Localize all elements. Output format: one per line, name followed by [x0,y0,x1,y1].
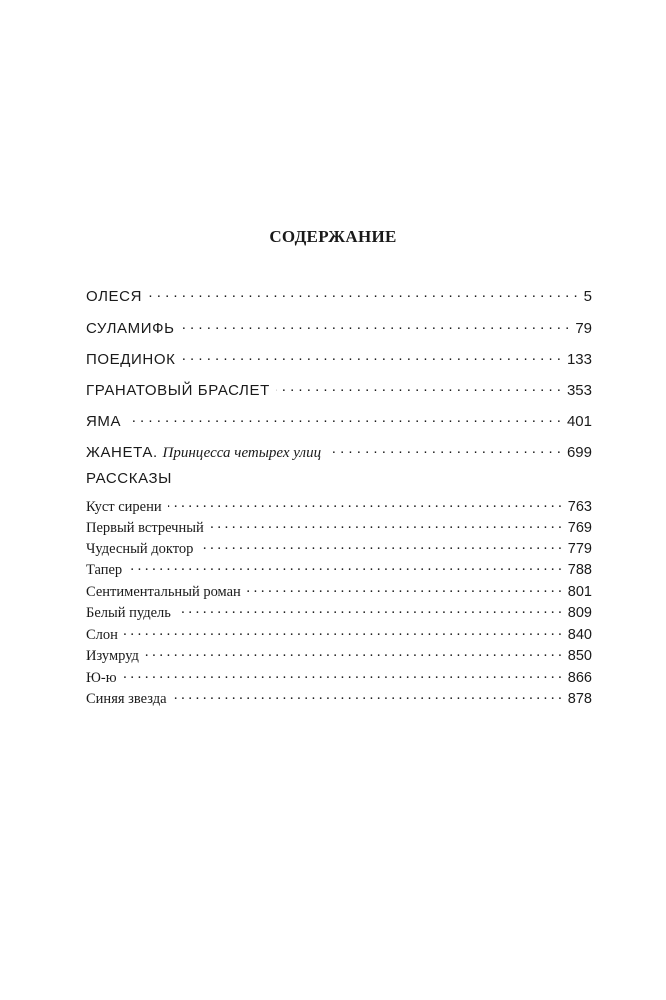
leader-dots [123,665,562,682]
toc-story-entry [86,686,592,708]
toc-entry-title: Первый встречный [86,520,204,537]
toc-entry-title: Сентиментальный роман [86,584,241,601]
leader-dots [124,622,562,639]
toc-entry-zhaneta [86,439,592,463]
page-title: СОДЕРЖАНИЕ [269,227,397,246]
toc-story-entry [86,515,592,537]
toc-entry-subtitle: Принцесса четырех улиц [162,445,322,461]
toc-story-entry [86,622,592,644]
toc-story-entry [86,665,592,687]
toc-entry-title: Чудесный доктор [86,541,194,558]
leader-dots [276,377,561,395]
leader-dots [247,579,562,596]
toc-entry-title: ОЛЕСЯ [86,288,143,305]
toc-entry-title: Слон [86,627,118,644]
leader-dots [128,557,562,574]
toc-story-entry [86,536,592,558]
toc-story-entry [86,557,592,579]
toc-entry-page: 866 [567,670,592,687]
leader-dots [210,515,562,532]
toc-entry-poedinok [86,346,592,370]
toc-entry-page: 779 [567,541,592,558]
toc-entry-page: 79 [575,320,592,337]
toc-entry-granatovyi-braslet [86,377,592,401]
toc-entry-title: ЖАНЕТА. [86,444,158,461]
toc-entry-title: СУЛАМИФЬ [86,320,175,337]
section-heading-stories: РАССКАЗЫ [86,470,173,487]
toc-entry-page: 769 [567,520,592,537]
toc-entry-title: Тапер [86,562,123,579]
toc-entry-page: 850 [567,648,592,665]
toc-entry-page: 878 [567,691,592,708]
toc-story-entry [86,643,592,665]
toc-story-entry [86,494,592,516]
toc-entry-title: ГРАНАТОВЫЙ БРАСЛЕТ [86,382,270,399]
leader-dots [127,408,561,426]
leader-dots [177,600,562,617]
toc-entry-title: Куст сирени [86,499,162,516]
toc-entry-page: 763 [567,499,592,516]
toc-entry-page: 353 [566,382,592,399]
toc-entry-olesya [86,283,592,307]
toc-entry-title: Синяя звезда [86,691,167,708]
toc-entry-yama [86,408,592,432]
leader-dots [181,315,570,333]
leader-dots [148,283,578,301]
toc-entry-page: 401 [566,413,592,430]
leader-dots [199,536,561,553]
leader-dots [173,686,562,703]
toc-entry-page: 809 [567,605,592,622]
toc-entry-title: ПОЕДИНОК [86,351,176,368]
toc-entry-page: 5 [583,288,592,305]
toc-entry-title: Изумруд [86,648,139,665]
toc-entry-page: 788 [567,562,592,579]
toc-entry-page: 801 [567,584,592,601]
toc-entry-page: 699 [566,444,592,461]
toc-story-entry [86,579,592,601]
leader-dots [181,346,561,364]
toc-entry-sulamif [86,315,592,339]
toc-entry-title: ЯМА [86,413,122,430]
leader-dots [145,643,562,660]
leader-dots [168,494,562,511]
toc-entry-page: 840 [567,627,592,644]
toc-story-entry [86,600,592,622]
leader-dots [327,439,561,457]
toc-entry-title: Ю-ю [86,670,117,687]
toc-entry-page: 133 [566,351,592,368]
toc-entry-title: Белый пудель [86,605,171,622]
